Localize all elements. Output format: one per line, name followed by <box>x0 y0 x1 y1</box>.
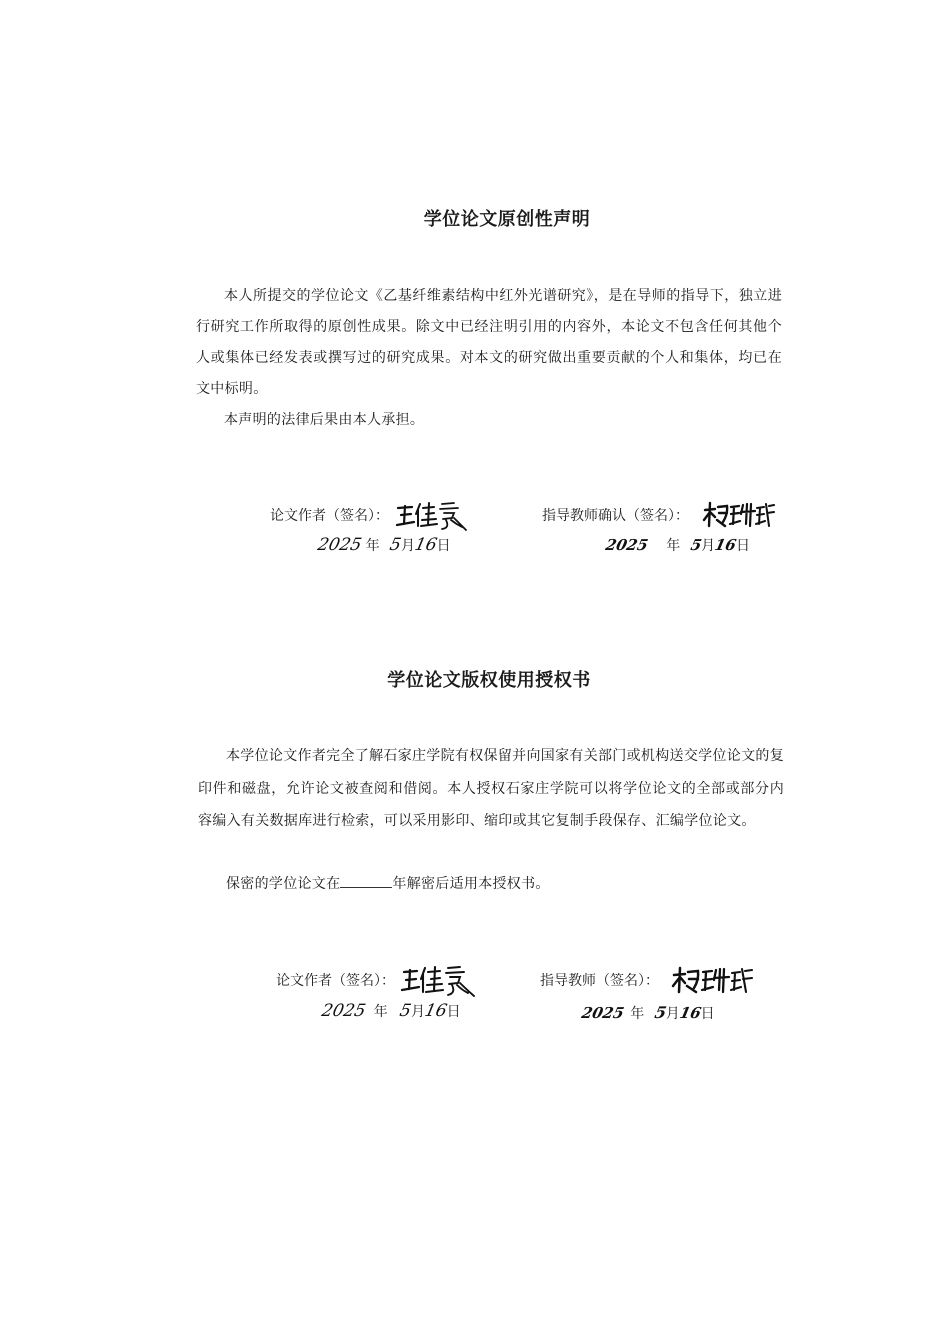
date-day-unit: 日 <box>446 1004 461 1020</box>
date-month-unit: 月 <box>701 538 716 554</box>
declaration-author-signature <box>396 498 468 532</box>
authorization-advisor-signature <box>672 965 754 997</box>
declaration-author-date <box>315 535 451 555</box>
authorization-author-signature <box>400 962 476 998</box>
date-month-unit: 月 <box>411 1004 425 1020</box>
handwritten-signature-icon <box>672 965 754 997</box>
confidential-prefix: 保密的学位论文在 <box>226 876 341 892</box>
handwritten-signature-icon <box>400 962 476 998</box>
declaration-advisor-date <box>606 535 750 555</box>
date-year: 2025 <box>580 1004 626 1022</box>
declaration-advisor-signature <box>703 500 775 530</box>
authorization-advisor-label: 指导教师（签名）： <box>540 973 659 989</box>
date-year-unit: 年 <box>630 1006 645 1022</box>
declaration-title: 学位论文原创性声明 <box>423 209 591 230</box>
date-year: 2025 <box>315 535 364 555</box>
declaration-paragraph: 本人所提交的学位论文《乙基纤维素结构中红外光谱研究》，是在导师的指导下，独立进行研究工作所取得的原创性成果。除文中已经注明引用的内容外，本论文不包含任何其他个人或集体已经发表或撰写过的研究成果。对本文的研究做出重要贡献的个人和集体，均已在文中标明。 <box>196 288 782 397</box>
date-month: 5 <box>388 535 404 555</box>
date-day: 16 <box>677 1004 703 1022</box>
declaration-liability-paragraph: 本声明的法律后果由本人承担。 <box>224 412 425 428</box>
authorization-paragraph: 本学位论文作者完全了解石家庄学院有权保留并向国家有关部门或机构送交学位论文的复印件和磁盘，允许论文被查阅和借阅。本人授权石家庄学院可以将学位论文的全部或部分内容编入有关数据库进行检索，可以采用影印、缩印或其它复制手段保存、汇编学位论文。 <box>198 748 784 829</box>
date-day: 16 <box>412 535 439 555</box>
date-day-unit: 日 <box>700 1006 715 1022</box>
handwritten-signature-icon <box>703 500 775 530</box>
date-year-unit: 年 <box>666 538 681 554</box>
date-year: 2025 <box>604 536 650 554</box>
authorization-confidential-paragraph <box>198 869 784 900</box>
date-month: 5 <box>688 536 704 554</box>
confidential-suffix: 年解密后适用本授权书。 <box>392 876 550 892</box>
date-day-unit: 日 <box>436 538 451 554</box>
authorization-advisor-date <box>582 1003 715 1023</box>
authorization-author-label: 论文作者（签名）： <box>276 973 395 989</box>
date-day-unit: 日 <box>735 538 750 554</box>
date-month-unit: 月 <box>665 1006 680 1022</box>
authorization-title: 学位论文版权使用授权书 <box>387 670 591 691</box>
date-year-unit: 年 <box>365 538 380 554</box>
date-year-unit: 年 <box>373 1004 388 1020</box>
declaration-author-label: 论文作者（签名）： <box>270 508 389 524</box>
date-year: 2025 <box>319 1001 368 1021</box>
declaration-advisor-label: 指导教师确认（签名）： <box>542 508 689 524</box>
date-month: 5 <box>398 1001 414 1021</box>
date-day: 16 <box>713 536 738 554</box>
date-day: 16 <box>422 1001 449 1021</box>
handwritten-signature-icon <box>396 498 468 532</box>
date-month: 5 <box>652 1003 668 1022</box>
confidential-year-blank <box>340 871 392 888</box>
date-month-unit: 月 <box>401 538 415 554</box>
authorization-author-date <box>319 1001 461 1021</box>
